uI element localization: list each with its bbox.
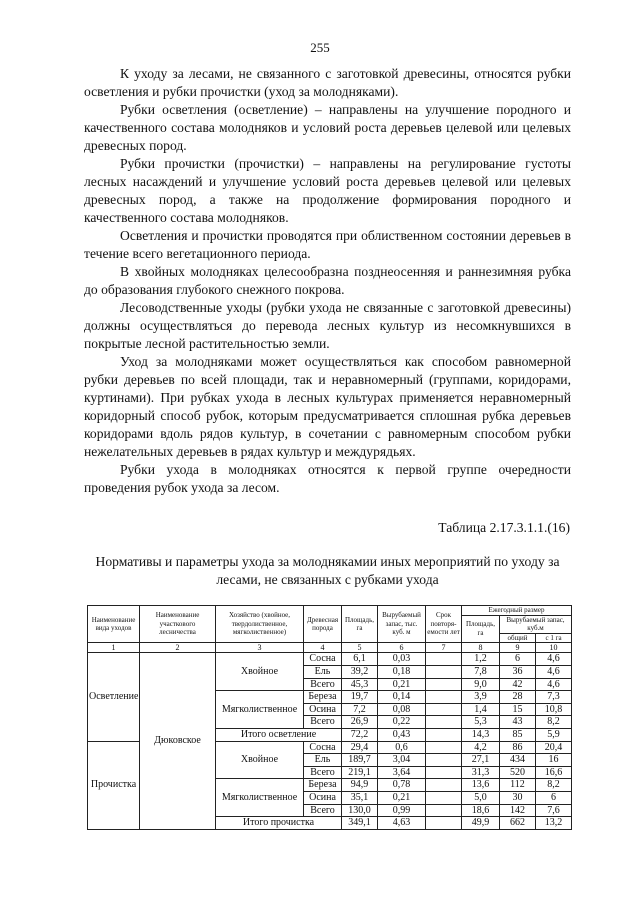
cell: Ель bbox=[304, 665, 342, 678]
cell: 85 bbox=[500, 728, 536, 741]
cell: 86 bbox=[500, 741, 536, 754]
table-reference: Таблица 2.17.3.1.1.(16) bbox=[438, 520, 570, 535]
cell: 1,2 bbox=[462, 653, 500, 666]
cell: 520 bbox=[500, 766, 536, 779]
row-economy: Мягколиственное bbox=[216, 691, 304, 729]
cell: 45,3 bbox=[342, 678, 378, 691]
cell: 5,0 bbox=[462, 791, 500, 804]
cell: 6 bbox=[500, 653, 536, 666]
header-economy: Хозяйство (хвойное, твердолиственное, мягколиственное) bbox=[216, 606, 304, 643]
cell: 0,08 bbox=[378, 703, 426, 716]
cell: 189,7 bbox=[342, 754, 378, 767]
cell bbox=[426, 653, 462, 666]
cell: 15 bbox=[500, 703, 536, 716]
header-annual: Ежегодный размер bbox=[462, 606, 572, 616]
column-number: 5 bbox=[342, 643, 378, 653]
cell: 13,2 bbox=[536, 817, 572, 830]
column-number: 10 bbox=[536, 643, 572, 653]
cell: 3,64 bbox=[378, 766, 426, 779]
cell: Итого прочистка bbox=[216, 817, 342, 830]
header-per-ha: с 1 га bbox=[536, 633, 572, 643]
cell: 9,0 bbox=[462, 678, 500, 691]
header-area: Площадь, га bbox=[342, 606, 378, 643]
cell: Всего bbox=[304, 766, 342, 779]
cell: Осина bbox=[304, 703, 342, 716]
cell bbox=[426, 691, 462, 704]
table-title: Нормативы и параметры ухода за молоднякамии иных мероприятий по уходу за лесами, не связанных с рубками ухода bbox=[95, 554, 560, 587]
body-text bbox=[84, 65, 571, 497]
header-total: общий bbox=[500, 633, 536, 643]
cell: 0,03 bbox=[378, 653, 426, 666]
header-period: Срок повторя-емости лет bbox=[426, 606, 462, 643]
cell bbox=[426, 779, 462, 792]
cell: 0,22 bbox=[378, 716, 426, 729]
cell: Всего bbox=[304, 804, 342, 817]
cell: 3,04 bbox=[378, 754, 426, 767]
cell: 112 bbox=[500, 779, 536, 792]
cell: 72,2 bbox=[342, 728, 378, 741]
cell: 0,99 bbox=[378, 804, 426, 817]
column-number: 7 bbox=[426, 643, 462, 653]
cell: 4,6 bbox=[536, 678, 572, 691]
cell: 0,43 bbox=[378, 728, 426, 741]
row-economy: Хвойное bbox=[216, 653, 304, 691]
cell: Ель bbox=[304, 754, 342, 767]
cell: 14,3 bbox=[462, 728, 500, 741]
cell: 19,7 bbox=[342, 691, 378, 704]
cell bbox=[426, 741, 462, 754]
cell: 349,1 bbox=[342, 817, 378, 830]
paragraph: Рубки прочистки (прочистки) – направлены на регулирование густоты лесных насаждений и улучшение условий роста деревьев целевой или целевых древесных пород, а также на продолжение формирования породного и качественного состава молодняков. bbox=[84, 156, 571, 225]
cell: 219,1 bbox=[342, 766, 378, 779]
cell: 20,4 bbox=[536, 741, 572, 754]
cell: 130,0 bbox=[342, 804, 378, 817]
cell: 5,9 bbox=[536, 728, 572, 741]
cell bbox=[426, 716, 462, 729]
cell: Осина bbox=[304, 791, 342, 804]
cell: 16 bbox=[536, 754, 572, 767]
cell: 4,63 bbox=[378, 817, 426, 830]
cell: Сосна bbox=[304, 741, 342, 754]
cell: 7,3 bbox=[536, 691, 572, 704]
cell: 36 bbox=[500, 665, 536, 678]
header-annual-area: Площадь, га bbox=[462, 615, 500, 643]
cell: 7,6 bbox=[536, 804, 572, 817]
cell: Всего bbox=[304, 716, 342, 729]
cell bbox=[426, 703, 462, 716]
cell: 0,21 bbox=[378, 678, 426, 691]
cell: 5,3 bbox=[462, 716, 500, 729]
cell: 3,9 bbox=[462, 691, 500, 704]
cell: 6,1 bbox=[342, 653, 378, 666]
header-stock: Вырубаемый запас, тыс. куб. м bbox=[378, 606, 426, 643]
cell: 35,1 bbox=[342, 791, 378, 804]
cell: 16,6 bbox=[536, 766, 572, 779]
cell: 94,9 bbox=[342, 779, 378, 792]
column-number: 2 bbox=[140, 643, 216, 653]
column-number: 3 bbox=[216, 643, 304, 653]
cell: 39,2 bbox=[342, 665, 378, 678]
header-kind: Наименование вида уходов bbox=[88, 606, 140, 643]
cell: 7,8 bbox=[462, 665, 500, 678]
cell: 42 bbox=[500, 678, 536, 691]
cell: 30 bbox=[500, 791, 536, 804]
paragraph: К уходу за лесами, не связанного с заготовкой древесины, относятся рубки осветления и рубки прочистки (уход за молодняками). bbox=[84, 66, 571, 99]
cell: Всего bbox=[304, 678, 342, 691]
cell: 0,21 bbox=[378, 791, 426, 804]
header-annual-stock: Вырубаемый запас, куб.м bbox=[500, 615, 572, 633]
cell: 6 bbox=[536, 791, 572, 804]
page-number: 255 bbox=[310, 40, 330, 55]
cell bbox=[426, 791, 462, 804]
paragraph: Рубки осветления (осветление) – направлены на улучшение породного и качественного состава молодняков и условий роста деревьев целевой или целевых древесных пород. bbox=[84, 102, 571, 153]
cell: 27,1 bbox=[462, 754, 500, 767]
table-row bbox=[88, 653, 572, 666]
column-number: 4 bbox=[304, 643, 342, 653]
paragraph: Осветления и прочистки проводятся при облиственном состоянии деревьев в течение всего вегетационного периода. bbox=[84, 228, 571, 261]
header-forestry: Наименование участкового лесничества bbox=[140, 606, 216, 643]
cell: Итого осветление bbox=[216, 728, 342, 741]
cell bbox=[426, 728, 462, 741]
cell: 662 bbox=[500, 817, 536, 830]
cell: 13,6 bbox=[462, 779, 500, 792]
cell: 26,9 bbox=[342, 716, 378, 729]
thinning-norms-table bbox=[87, 605, 572, 830]
paragraph: В хвойных молодняках целесообразна позднеосенняя и раннезимняя рубка до образования глубокого снежного покрова. bbox=[84, 264, 571, 297]
cell: 0,18 bbox=[378, 665, 426, 678]
cell: 434 bbox=[500, 754, 536, 767]
row-forestry: Дюковское bbox=[140, 653, 216, 829]
row-kind: Прочистка bbox=[88, 741, 140, 829]
cell: 29,4 bbox=[342, 741, 378, 754]
row-kind: Осветление bbox=[88, 653, 140, 741]
cell: 43 bbox=[500, 716, 536, 729]
cell: 28 bbox=[500, 691, 536, 704]
cell: 0,78 bbox=[378, 779, 426, 792]
cell bbox=[426, 665, 462, 678]
cell: 4,2 bbox=[462, 741, 500, 754]
paragraph: Лесоводственные уходы (рубки ухода не связанные с заготовкой древесины) должны осуществляться до перевода лесных культур из несомкнувшихся в покрытые лесной растительностью земли. bbox=[84, 300, 571, 351]
cell bbox=[426, 817, 462, 830]
cell: 7,2 bbox=[342, 703, 378, 716]
cell bbox=[426, 678, 462, 691]
row-economy: Хвойное bbox=[216, 741, 304, 779]
cell: 10,8 bbox=[536, 703, 572, 716]
column-number: 8 bbox=[462, 643, 500, 653]
paragraph: Рубки ухода в молодняках относятся к первой группе очередности проведения рубок ухода за лесом. bbox=[84, 462, 571, 495]
column-number: 1 bbox=[88, 643, 140, 653]
column-number: 6 bbox=[378, 643, 426, 653]
cell: Береза bbox=[304, 691, 342, 704]
cell: Сосна bbox=[304, 653, 342, 666]
column-number: 9 bbox=[500, 643, 536, 653]
cell bbox=[426, 766, 462, 779]
cell: 4,6 bbox=[536, 665, 572, 678]
cell: 8,2 bbox=[536, 779, 572, 792]
cell: 1,4 bbox=[462, 703, 500, 716]
cell: 0,14 bbox=[378, 691, 426, 704]
row-economy: Мягколиственное bbox=[216, 779, 304, 817]
cell: Береза bbox=[304, 779, 342, 792]
paragraph: Уход за молодняками может осуществляться как способом равномерной рубки деревьев по всей площади, так и неравномерный (группами, коридорами, куртинами). При рубках ухода в лесных культурах применяется неравномерный коридорный способ рубок, которым предусматривается сплошная рубка деревьев коридорами вдоль рядов культур, в сочетании с равномерным способом рубки нежелательных деревьев в рядах культур и междурядьях. bbox=[84, 354, 571, 459]
cell: 31,3 bbox=[462, 766, 500, 779]
cell bbox=[426, 754, 462, 767]
cell: 4,6 bbox=[536, 653, 572, 666]
cell: 18,6 bbox=[462, 804, 500, 817]
cell: 142 bbox=[500, 804, 536, 817]
cell: 49,9 bbox=[462, 817, 500, 830]
cell: 8,2 bbox=[536, 716, 572, 729]
header-species: Древесная порода bbox=[304, 606, 342, 643]
cell bbox=[426, 804, 462, 817]
cell: 0,6 bbox=[378, 741, 426, 754]
